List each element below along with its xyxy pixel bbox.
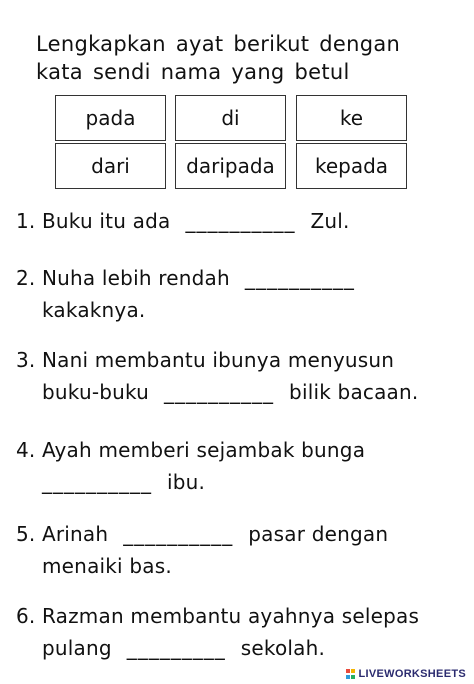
question-5 — [16, 518, 466, 582]
instruction-heading — [36, 30, 456, 86]
question-text: Nuha lebih rendah — [42, 266, 230, 290]
logo-square — [346, 669, 350, 673]
question-text: bilik bacaan. — [289, 380, 419, 404]
logo-square — [351, 669, 355, 673]
question-4 — [16, 434, 466, 498]
answer-blank[interactable]: __________ — [164, 380, 275, 404]
answer-blank[interactable]: __________ — [244, 266, 355, 290]
question-number: 3. — [16, 348, 36, 372]
word-box-ke[interactable]: ke — [296, 95, 407, 141]
question-number: 2. — [16, 266, 36, 290]
question-text: Buku itu ada — [42, 209, 171, 233]
liveworksheets-brand-text: LIVEWORKSHEETS — [358, 668, 466, 680]
question-number: 4. — [16, 438, 36, 462]
answer-blank[interactable]: _________ — [126, 636, 226, 660]
question-text: sekolah. — [240, 636, 326, 660]
instruction-line-1: Lengkapkan ayat berikut dengan — [36, 32, 401, 56]
question-text: kakaknya. — [42, 298, 146, 322]
answer-blank[interactable]: __________ — [123, 522, 234, 546]
word-box-kepada[interactable]: kepada — [296, 143, 407, 189]
question-text: Nani membantu ibunya menyusun — [42, 348, 395, 372]
question-number: 6. — [16, 604, 36, 628]
question-text: menaiki bas. — [42, 554, 172, 578]
word-box-daripada[interactable]: daripada — [175, 143, 286, 189]
word-box-pada[interactable]: pada — [55, 95, 166, 141]
logo-square — [351, 675, 355, 679]
word-box-di[interactable]: di — [175, 95, 286, 141]
question-text: buku-buku — [42, 380, 150, 404]
question-1 — [16, 205, 466, 237]
question-6 — [16, 600, 466, 664]
liveworksheets-logo[interactable] — [346, 668, 467, 680]
question-text: pulang — [42, 636, 112, 660]
question-number: 5. — [16, 522, 36, 546]
question-text: ibu. — [167, 470, 206, 494]
question-3 — [16, 344, 466, 408]
word-box-dari[interactable]: dari — [55, 143, 166, 189]
question-number: 1. — [16, 209, 36, 233]
question-2 — [16, 262, 466, 326]
answer-blank[interactable]: __________ — [185, 209, 296, 233]
question-text: Razman membantu ayahnya selepas — [42, 604, 420, 628]
question-text: Ayah memberi sejambak bunga — [42, 438, 366, 462]
question-text: pasar dengan — [248, 522, 389, 546]
answer-blank[interactable]: __________ — [42, 470, 152, 494]
liveworksheets-logo-icon — [346, 669, 356, 679]
question-text: Zul. — [310, 209, 350, 233]
instruction-line-2: kata sendi nama yang betul — [36, 60, 350, 84]
logo-square — [346, 675, 350, 679]
question-text: Arinah — [42, 522, 109, 546]
